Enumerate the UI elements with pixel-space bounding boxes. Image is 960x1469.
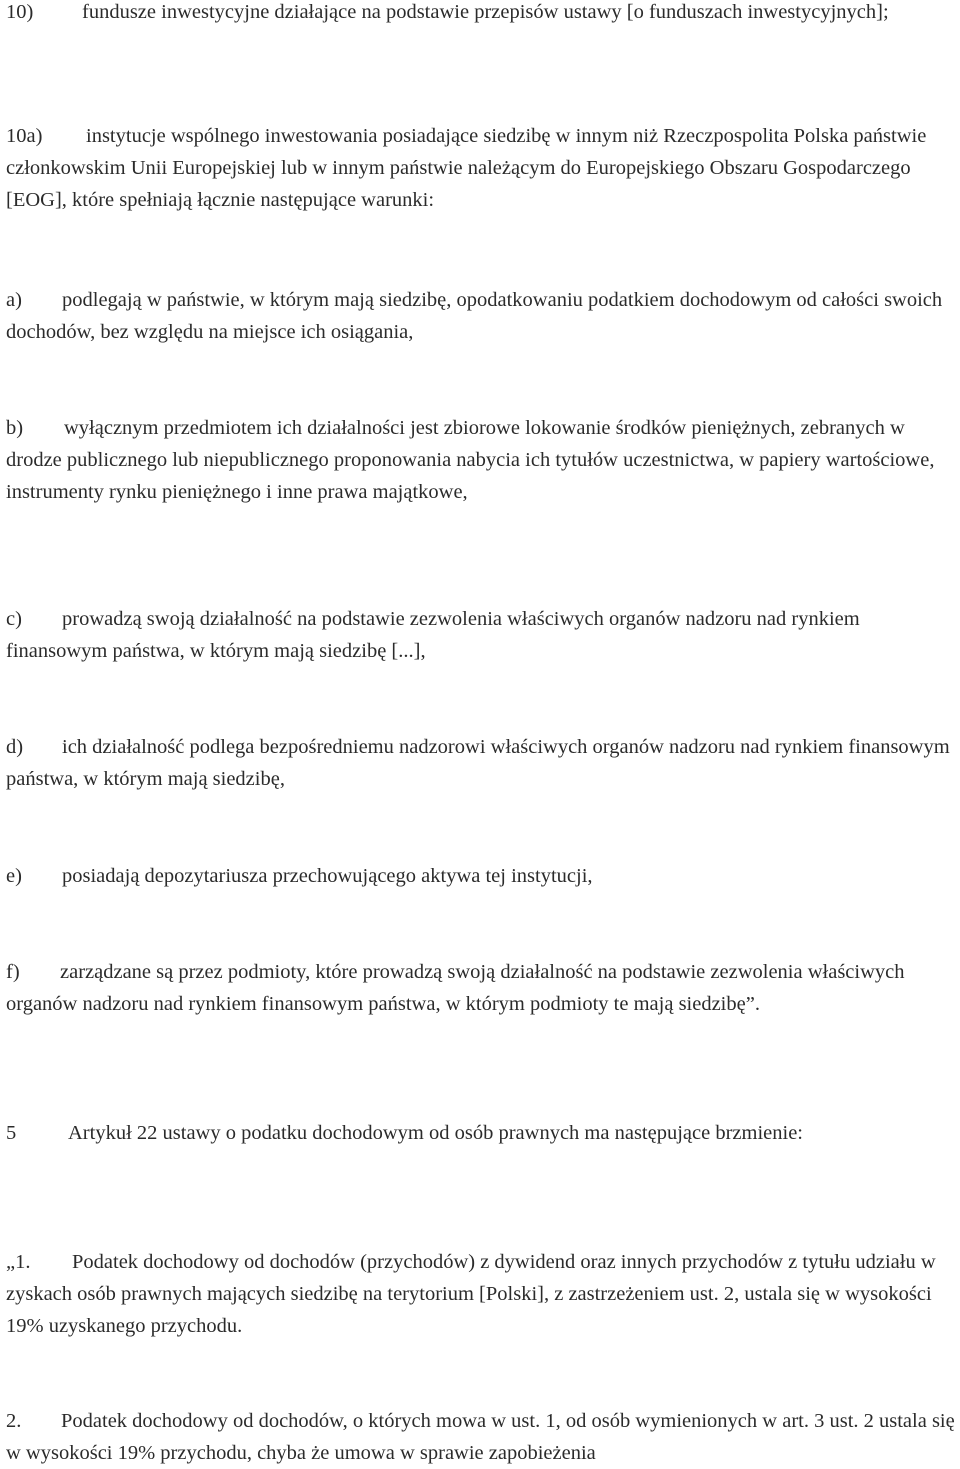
paragraph-a bbox=[6, 284, 956, 348]
paragraph-text: instytucje wspólnego inwestowania posiadające siedzibę w innym niż Rzeczpospolita Polska państwie członkowskim Unii Europejskiej lub w innym państwie należącym do Europejskiego Obszaru Gospodarczego [EOG], które spełniają łącznie następujące warunki: bbox=[6, 125, 927, 211]
paragraph-10a bbox=[6, 120, 956, 216]
paragraph-text: ich działalność podlega bezpośredniemu nadzorowi właściwych organów nadzoru nad rynkiem finansowym państwa, w którym mają siedzibę, bbox=[6, 736, 950, 790]
paragraph-label: a) bbox=[6, 289, 22, 311]
paragraph-text: podlegają w państwie, w którym mają siedzibę, opodatkowaniu podatkiem dochodowym od całości swoich dochodów, bez względu na miejsce ich osiągania, bbox=[6, 289, 943, 343]
paragraph-e bbox=[6, 860, 956, 892]
paragraph-b bbox=[6, 412, 956, 508]
paragraph-text: Podatek dochodowy od dochodów, o których mowa w ust. 1, od osób wymienionych w art. 3 ust. 2 ustala się w wysokości 19% przychodu, chyba że umowa w sprawie zapobieżenia bbox=[6, 1410, 955, 1464]
paragraph-text: Artykuł 22 ustawy o podatku dochodowym od osób prawnych ma następujące brzmienie: bbox=[68, 1122, 803, 1144]
paragraph-text: Podatek dochodowy od dochodów (przychodów) z dywidend oraz innych przychodów z tytułu udziału w zyskach osób prawnych mających siedzibę na terytorium [Polski], z zastrzeżeniem ust. 2, ustala się w wysokości 19% uzyskanego przychodu. bbox=[6, 1251, 936, 1337]
paragraph-text: zarządzane są przez podmioty, które prowadzą swoją działalność na podstawie zezwolenia właściwych organów nadzoru nad rynkiem finansowym państwa, w którym podmioty te mają siedzibę”. bbox=[6, 961, 905, 1015]
paragraph-text: prowadzą swoją działalność na podstawie zezwolenia właściwych organów nadzoru nad rynkiem finansowym państwa, w którym mają siedzibę [...], bbox=[6, 608, 860, 662]
paragraph-text: posiadają depozytariusza przechowującego aktywa tej instytucji, bbox=[62, 865, 593, 887]
paragraph-text: wyłącznym przedmiotem ich działalności jest zbiorowe lokowanie środków pieniężnych, zebranych w drodze publicznego lub niepublicznego proponowania nabycia ich tytułów uczestnictwa, w papiery wartościowe, instrumenty rynku pieniężnego i inne prawa majątkowe, bbox=[6, 417, 935, 503]
paragraph-label: d) bbox=[6, 736, 24, 758]
paragraph-f bbox=[6, 956, 956, 1020]
paragraph-label: b) bbox=[6, 417, 24, 439]
paragraph-d bbox=[6, 731, 956, 795]
paragraph-art22-1 bbox=[6, 1246, 956, 1342]
paragraph-label: „1. bbox=[6, 1251, 31, 1273]
paragraph-label: f) bbox=[6, 961, 20, 983]
paragraph-10 bbox=[6, 0, 956, 28]
paragraph-label: 10) bbox=[6, 1, 34, 23]
paragraph-label: e) bbox=[6, 865, 22, 887]
paragraph-label: 5 bbox=[6, 1122, 17, 1144]
paragraph-art22-2 bbox=[6, 1405, 956, 1469]
paragraph-text: fundusze inwestycyjne działające na podstawie przepisów ustawy [o funduszach inwestycyjnych]; bbox=[82, 1, 889, 23]
paragraph-label: 10a) bbox=[6, 125, 43, 147]
paragraph-label: c) bbox=[6, 608, 22, 630]
paragraph-5 bbox=[6, 1117, 956, 1149]
paragraph-c bbox=[6, 603, 956, 667]
paragraph-label: 2. bbox=[6, 1410, 22, 1432]
